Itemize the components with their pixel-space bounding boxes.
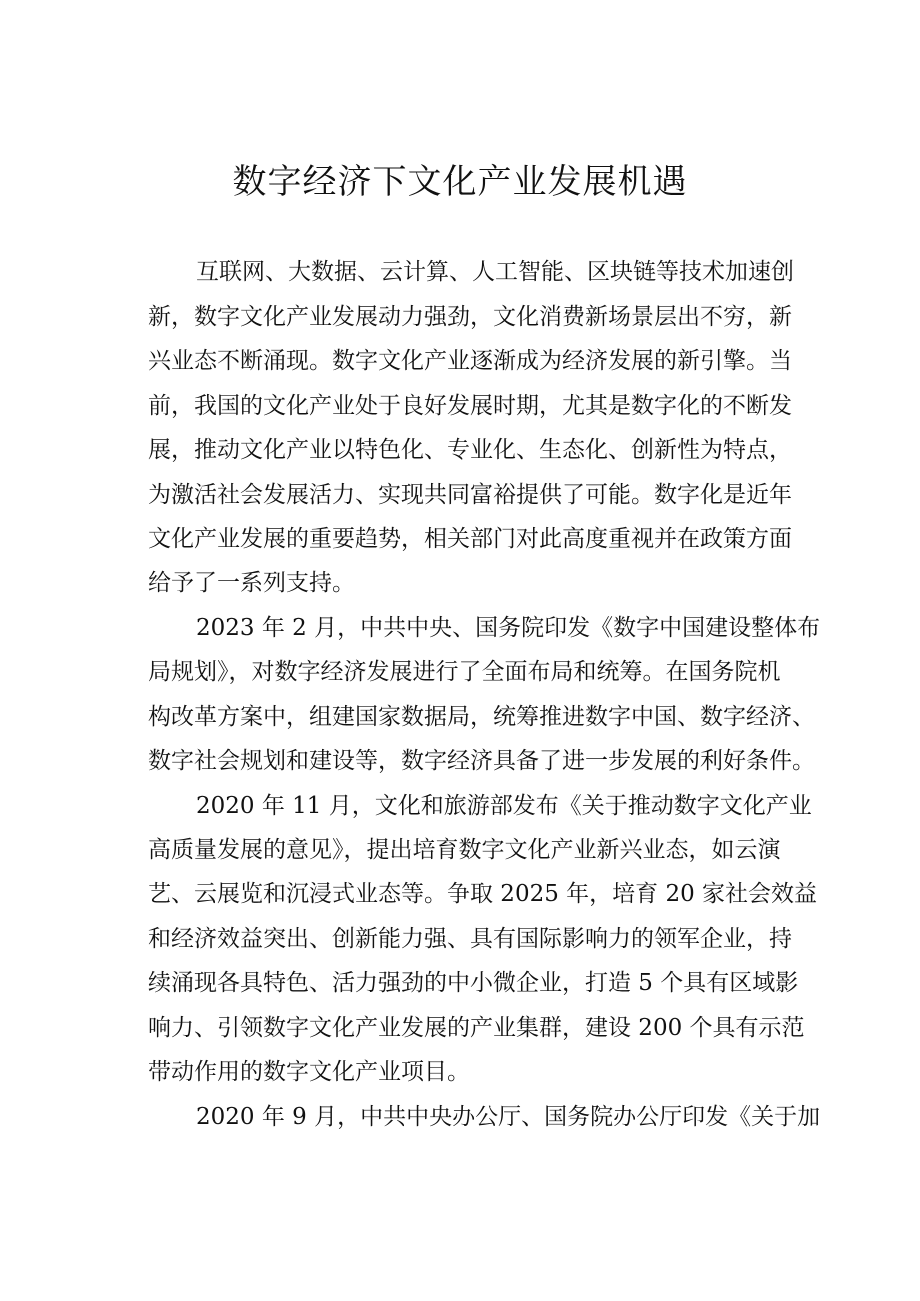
paragraph-1-line-4: 前，我国的文化产业处于良好发展时期，尤其是数字化的不断发 xyxy=(148,393,792,419)
document-title: 数字经济下文化产业发展机遇 xyxy=(232,162,688,202)
paragraph-3-line-2: 高质量发展的意见》，提出培育数字文化产业新兴业态，如云演 xyxy=(148,837,781,863)
paragraph-1-line-1: 互联网、大数据、云计算、人工智能、区块链等技术加速创 xyxy=(196,259,794,285)
paragraph-1-line-6: 为激活社会发展活力、实现共同富裕提供了可能。数字化是近年 xyxy=(148,482,792,508)
paragraph-1-line-5: 展，推动文化产业以特色化、专业化、生态化、创新性为特点， xyxy=(148,437,792,463)
paragraph-3-line-3: 艺、云展览和沉浸式业态等。争取 2025 年，培育 20 家社会效益 xyxy=(148,881,818,907)
paragraph-2-line-1: 2023 年 2 月，中共中央、国务院印发《数字中国建设整体布 xyxy=(196,615,821,641)
paragraph-2-line-3: 构改革方案中，组建国家数据局，统筹推进数字中国、数字经济、 xyxy=(148,704,815,730)
paragraph-3-line-4: 和经济效益突出、创新能力强、具有国际影响力的领军企业，持 xyxy=(148,926,792,952)
paragraph-1-line-2: 新，数字文化产业发展动力强劲，文化消费新场景层出不穷，新 xyxy=(148,304,792,330)
paragraph-3-line-7: 带动作用的数字文化产业项目。 xyxy=(148,1059,470,1085)
paragraph-4-line-1: 2020 年 9 月，中共中央办公厅、国务院办公厅印发《关于加 xyxy=(196,1104,821,1130)
paragraph-2-line-4: 数字社会规划和建设等，数字经济具备了进一步发展的利好条件。 xyxy=(148,748,815,774)
paragraph-3-line-5: 续涌现各具特色、活力强劲的中小微企业，打造 5 个具有区域影 xyxy=(148,970,799,996)
paragraph-3-line-6: 响力、引领数字文化产业发展的产业集群，建设 200 个具有示范 xyxy=(148,1015,805,1041)
paragraph-1-line-3: 兴业态不断涌现。数字文化产业逐渐成为经济发展的新引擎。当 xyxy=(148,348,792,374)
paragraph-1-line-8: 给予了一系列支持。 xyxy=(148,570,355,596)
paragraph-1-line-7: 文化产业发展的重要趋势，相关部门对此高度重视并在政策方面 xyxy=(148,526,792,552)
paragraph-3-line-1: 2020 年 11 月，文化和旅游部发布《关于推动数字文化产业 xyxy=(196,793,812,819)
paragraph-2-line-2: 局规划》，对数字经济发展进行了全面布局和统筹。在国务院机 xyxy=(148,659,781,685)
